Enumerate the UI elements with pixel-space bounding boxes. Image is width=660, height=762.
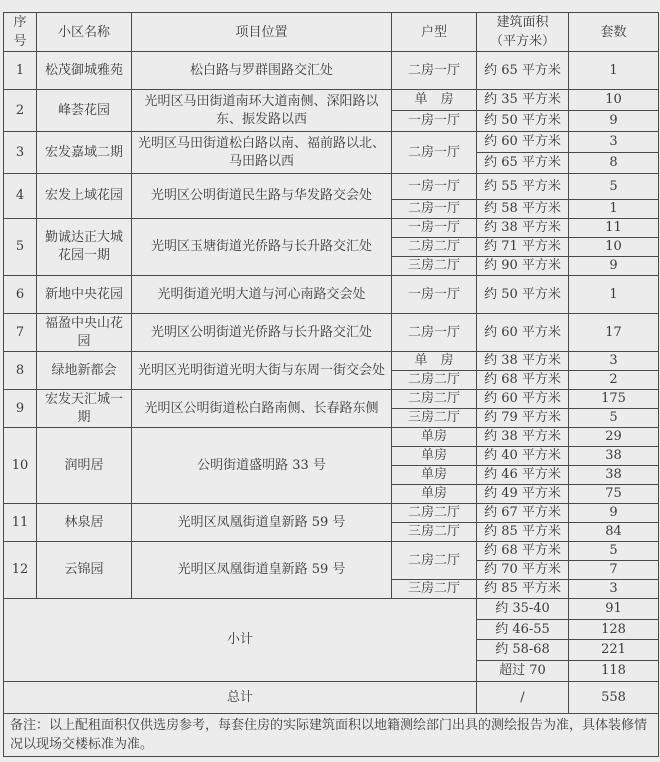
type-cell: 一房一厅: [392, 219, 477, 238]
type-cell: 单房: [392, 466, 477, 485]
area-cell: 约 50 平方米: [477, 276, 569, 314]
seq-cell: 9: [4, 390, 37, 428]
table-row: [4, 542, 659, 561]
name-cell: 云锦园: [37, 542, 132, 599]
header-area: 建筑面积 （平方米）: [477, 13, 569, 52]
total-row: [4, 682, 659, 714]
table-row: [4, 504, 659, 523]
subtotal-count: 91: [569, 599, 659, 620]
seq-cell: 5: [4, 219, 37, 276]
area-cell: 约 70 平方米: [477, 561, 569, 580]
type-cell: 二房二厅: [392, 371, 477, 390]
location-cell: 光明街道光明大道与河心南路交会处: [132, 276, 392, 314]
area-cell: 约 85 平方米: [477, 580, 569, 599]
area-cell: 约 65 平方米: [477, 153, 569, 174]
subtotal-count: 221: [569, 640, 659, 661]
type-cell: 三房二厅: [392, 580, 477, 599]
area-cell: 约 60 平方米: [477, 132, 569, 153]
seq-cell: 10: [4, 428, 37, 504]
count-cell: 7: [569, 561, 659, 580]
location-cell: 光明区公明街道松白路南侧、长春路东侧: [132, 390, 392, 428]
area-cell: 约 38 平方米: [477, 428, 569, 447]
header-row: [4, 13, 659, 52]
subtotal-range: 约 46-55: [477, 620, 569, 640]
location-cell: 光明区凤凰街道皇新路 59 号: [132, 504, 392, 542]
area-cell: 约 35 平方米: [477, 90, 569, 111]
area-cell: 约 79 平方米: [477, 409, 569, 428]
area-cell: 约 67 平方米: [477, 504, 569, 523]
type-cell: 单房: [392, 447, 477, 466]
count-cell: 11: [569, 219, 659, 238]
name-cell: 绿地新都会: [37, 352, 132, 390]
area-cell: 约 38 平方米: [477, 219, 569, 238]
location-cell: 光明区马田街道南环大道南侧、深阳路以东、振发路以西: [132, 90, 392, 132]
subtotal-range: 约 35-40: [477, 599, 569, 620]
header-location: 项目位置: [132, 13, 392, 52]
type-cell: 单 房: [392, 352, 477, 371]
area-cell: 约 38 平方米: [477, 352, 569, 371]
subtotal-range: 约 58-68: [477, 640, 569, 661]
table-row: [4, 352, 659, 371]
area-cell: 约 46 平方米: [477, 466, 569, 485]
area-cell: 约 60 平方米: [477, 390, 569, 409]
header-type: 户型: [392, 13, 477, 52]
area-cell: 约 55 平方米: [477, 174, 569, 200]
area-cell: 约 85 平方米: [477, 523, 569, 542]
seq-cell: 4: [4, 174, 37, 219]
count-cell: 3: [569, 352, 659, 371]
name-cell: 宏发上域花园: [37, 174, 132, 219]
name-cell: 松茂御城雅苑: [37, 52, 132, 90]
area-cell: 约 71 平方米: [477, 238, 569, 257]
total-count: 558: [569, 682, 659, 714]
type-cell: 三房二厅: [392, 409, 477, 428]
count-cell: 2: [569, 371, 659, 390]
seq-cell: 11: [4, 504, 37, 542]
subtotal-range: 超过 70: [477, 661, 569, 682]
seq-cell: 8: [4, 352, 37, 390]
type-cell: 二房二厅: [392, 238, 477, 257]
type-cell: 二房一厅: [392, 52, 477, 90]
name-cell: 润明居: [37, 428, 132, 504]
seq-cell: 1: [4, 52, 37, 90]
count-cell: 3: [569, 132, 659, 153]
type-cell: 单房: [392, 485, 477, 504]
table-row: [4, 132, 659, 153]
header-count: 套数: [569, 13, 659, 52]
count-cell: 1: [569, 52, 659, 90]
type-cell: 一房一厅: [392, 174, 477, 200]
count-cell: 38: [569, 447, 659, 466]
seq-cell: 3: [4, 132, 37, 174]
type-cell: 二房二厅: [392, 542, 477, 580]
type-cell: 二房一厅: [392, 200, 477, 219]
count-cell: 9: [569, 111, 659, 132]
type-cell: 三房二厅: [392, 257, 477, 276]
subtotal-row: [4, 599, 659, 620]
table-row: [4, 314, 659, 352]
name-cell: 新地中央花园: [37, 276, 132, 314]
total-area: /: [477, 682, 569, 714]
location-cell: 光明区马田街道松白路以南、福前路以北、马田路以西: [132, 132, 392, 174]
header-seq: 序 号: [4, 13, 37, 52]
count-cell: 5: [569, 409, 659, 428]
header-name: 小区名称: [37, 13, 132, 52]
type-cell: 二房二厅: [392, 504, 477, 523]
remark-row: [4, 714, 659, 757]
type-cell: 二房二厅: [392, 390, 477, 409]
name-cell: 福盈中央山花园: [37, 314, 132, 352]
location-cell: 松白路与罗群围路交汇处: [132, 52, 392, 90]
table-row: [4, 428, 659, 447]
seq-cell: 6: [4, 276, 37, 314]
type-cell: 一房一厅: [392, 276, 477, 314]
type-cell: 单房: [392, 428, 477, 447]
total-label: 总计: [4, 682, 477, 714]
area-cell: 约 49 平方米: [477, 485, 569, 504]
housing-table: [3, 12, 659, 757]
count-cell: 9: [569, 504, 659, 523]
table-row: [4, 52, 659, 90]
count-cell: 38: [569, 466, 659, 485]
count-cell: 17: [569, 314, 659, 352]
area-cell: 约 58 平方米: [477, 200, 569, 219]
count-cell: 29: [569, 428, 659, 447]
name-cell: 勤诚达正大城花园一期: [37, 219, 132, 276]
type-cell: 二房一厅: [392, 314, 477, 352]
subtotal-count: 128: [569, 620, 659, 640]
count-cell: 3: [569, 580, 659, 599]
table-row: [4, 390, 659, 409]
type-cell: 单 房: [392, 90, 477, 111]
seq-cell: 12: [4, 542, 37, 599]
seq-cell: 7: [4, 314, 37, 352]
table-row: [4, 219, 659, 238]
count-cell: 175: [569, 390, 659, 409]
area-cell: 约 68 平方米: [477, 542, 569, 561]
name-cell: 林泉居: [37, 504, 132, 542]
name-cell: 宏发天汇城一期: [37, 390, 132, 428]
subtotal-label: 小计: [4, 599, 477, 682]
seq-cell: 2: [4, 90, 37, 132]
table-row: [4, 276, 659, 314]
type-cell: 三房二厅: [392, 523, 477, 542]
area-cell: 约 68 平方米: [477, 371, 569, 390]
count-cell: 1: [569, 276, 659, 314]
count-cell: 75: [569, 485, 659, 504]
area-cell: 约 40 平方米: [477, 447, 569, 466]
table-row: [4, 174, 659, 200]
count-cell: 5: [569, 174, 659, 200]
count-cell: 8: [569, 153, 659, 174]
table-row: [4, 90, 659, 111]
area-cell: 约 50 平方米: [477, 111, 569, 132]
name-cell: 宏发嘉域二期: [37, 132, 132, 174]
remark-text: 备注：以上配租面积仅供选房参考，每套住房的实际建筑面积以地籍测绘部门出具的测绘报告为准，具体装修情况以现场交楼标准为准。: [4, 714, 659, 757]
subtotal-count: 118: [569, 661, 659, 682]
count-cell: 84: [569, 523, 659, 542]
area-cell: 约 60 平方米: [477, 314, 569, 352]
count-cell: 5: [569, 542, 659, 561]
location-cell: 光明区玉塘街道光侨路与长升路交汇处: [132, 219, 392, 276]
location-cell: 光明区光明街道光明大街与东周一街交会处: [132, 352, 392, 390]
type-cell: 一房一厅: [392, 111, 477, 132]
count-cell: 10: [569, 90, 659, 111]
location-cell: 光明区公明街道民生路与华发路交会处: [132, 174, 392, 219]
location-cell: 光明区公明街道光侨路与长升路交汇处: [132, 314, 392, 352]
count-cell: 9: [569, 257, 659, 276]
location-cell: 光明区凤凰街道皇新路 59 号: [132, 542, 392, 599]
count-cell: 1: [569, 200, 659, 219]
area-cell: 约 90 平方米: [477, 257, 569, 276]
name-cell: 峰荟花园: [37, 90, 132, 132]
area-cell: 约 65 平方米: [477, 52, 569, 90]
location-cell: 公明街道盛明路 33 号: [132, 428, 392, 504]
type-cell: 二房一厅: [392, 132, 477, 174]
count-cell: 10: [569, 238, 659, 257]
